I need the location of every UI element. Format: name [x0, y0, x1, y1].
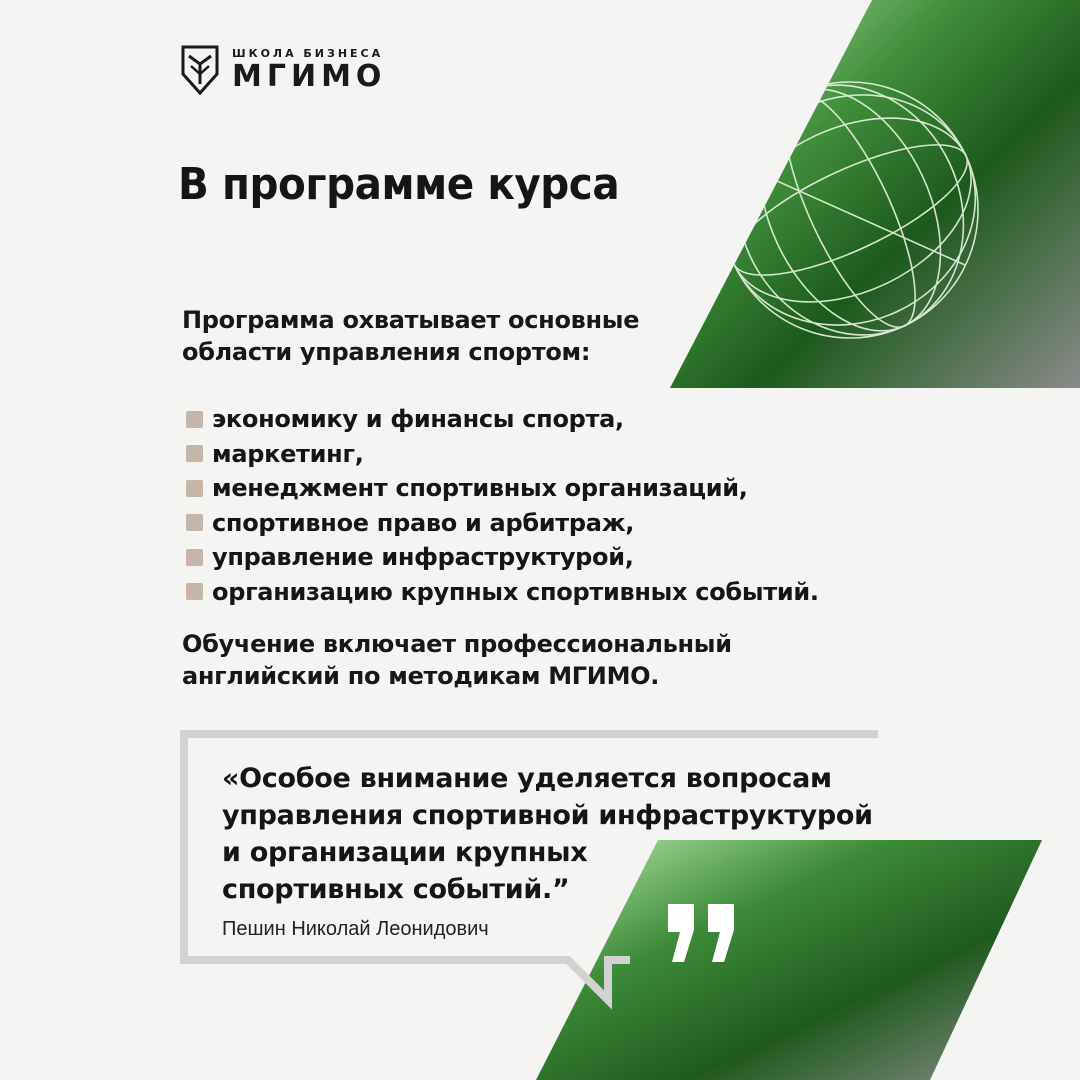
quote-line-1: «Особое внимание уделяется вопросам: [222, 763, 832, 794]
bullet-icon: [186, 583, 203, 600]
quote-author: Пешин Николай Леонидович: [222, 918, 489, 940]
intro-line-2: области управления спортом:: [182, 338, 591, 366]
topic-label: маркетинг,: [212, 439, 364, 468]
bullet-icon: [186, 549, 203, 566]
outro-paragraph: [182, 628, 732, 692]
topic-label: экономику и финансы спорта,: [212, 405, 624, 433]
logo-subtitle: ШКОЛА БИЗНЕСА: [232, 47, 384, 60]
outro-line-1: Обучение включает профессиональный: [182, 630, 732, 658]
mgimo-logo: [180, 44, 386, 96]
list-item: [186, 540, 819, 575]
page-title: В программе курса: [178, 159, 620, 210]
bullet-icon: [186, 480, 203, 497]
intro-paragraph: [182, 304, 639, 368]
bullet-icon: [186, 514, 203, 531]
bullet-icon: [186, 445, 203, 462]
list-item: [186, 506, 819, 541]
list-item: [186, 402, 819, 437]
topic-label: управление инфраструктурой,: [212, 543, 634, 571]
topic-label: спортивное право и арбитраж,: [212, 508, 635, 537]
quote-line-2: управления спортивной инфраструктурой: [222, 800, 873, 831]
list-item: [186, 437, 819, 472]
list-item: [186, 575, 819, 610]
quote-text: [222, 760, 873, 908]
topics-list: [186, 402, 819, 609]
quote-line-3: и организации крупных: [222, 837, 588, 868]
intro-line-1: Программа охватывает основные: [182, 306, 640, 334]
outro-line-2: английский по методикам МГИМО.: [182, 662, 660, 690]
list-item: [186, 471, 819, 506]
bullet-icon: [186, 411, 203, 428]
quote-line-4: спортивных событий.”: [222, 874, 570, 905]
mgimo-shield-icon: [180, 44, 220, 96]
topic-label: менеджмент спортивных организаций,: [212, 474, 748, 502]
logo-name: МГИМО: [232, 59, 387, 94]
quote-marks-icon: [664, 900, 744, 970]
topic-label: организацию крупных спортивных событий.: [212, 577, 819, 606]
